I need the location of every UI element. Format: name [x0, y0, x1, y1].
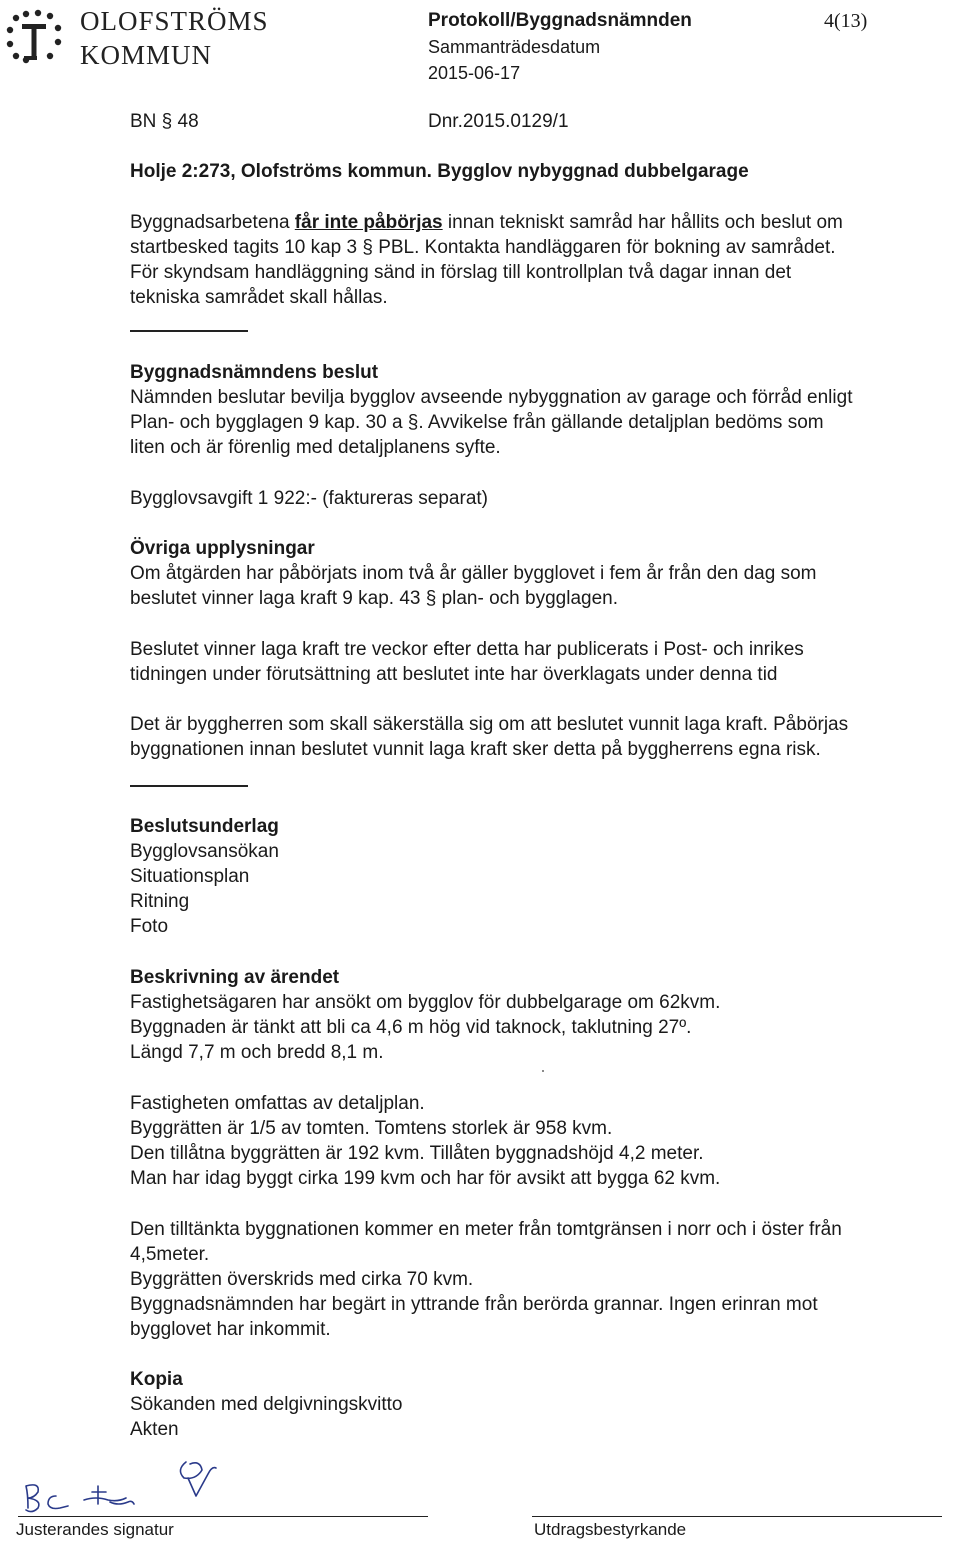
description-line: Längd 7,7 m och bredd 8,1 m. [130, 1042, 384, 1063]
basis-item: Bygglovsansökan [130, 841, 279, 862]
case-number: Dnr.2015.0129/1 [428, 111, 569, 132]
logo-text-line2: KOMMUN [80, 40, 213, 70]
handwritten-initials [18, 1456, 238, 1520]
description-block-a [130, 990, 950, 1065]
case-paragraph: BN § 48 [130, 111, 199, 132]
description-line: bygglovet har inkommit. [130, 1319, 331, 1340]
footer-line-right [532, 1516, 942, 1517]
meeting-date: 2015-06-17 [428, 63, 521, 83]
intro-line2: startbesked tagits 10 kap 3 § PBL. Kontakta handläggaren för bokning av samrådet. [130, 237, 836, 258]
basis-item: Ritning [130, 891, 190, 912]
page-number: 4(13) [824, 10, 868, 32]
other-info-p3 [130, 712, 955, 762]
decision-line3: liten och är förenlig med detaljplanens syfte. [130, 437, 501, 458]
scan-speck [542, 1070, 544, 1072]
description-line: Byggrätten överskrids med cirka 70 kvm. [130, 1269, 474, 1290]
description-line: Den tilltänkta byggnationen kommer en meter från tomtgränsen i norr och i öster från [130, 1219, 842, 1240]
municipality-logo-icon [4, 8, 68, 66]
fee-text: Bygglovsavgift 1 922:- (faktureras separat) [130, 488, 489, 509]
other-info-p3-line2: byggnationen innan beslutet vunnit laga kraft sker detta på byggherrens egna risk. [130, 739, 821, 760]
description-line: Byggnaden är tänkt att bli ca 4,6 m hög vid taknock, taklutning 27º. [130, 1017, 692, 1038]
intro-emphasis: får inte påbörjas [294, 212, 443, 233]
case-title: Holje 2:273, Olofströms kommun. Bygglov nybyggnad dubbelgarage [130, 161, 749, 182]
footer-line-left [18, 1516, 428, 1517]
description-line: Fastighetsägaren har ansökt om bygglov för dubbelgarage om 62kvm. [130, 992, 721, 1013]
description-block-b [130, 1091, 950, 1191]
other-info-heading: Övriga upplysningar [130, 538, 315, 559]
other-info-p1-line1: Om åtgärden har påbörjats inom två år gäller bygglovet i fem år från den dag som [130, 563, 817, 584]
other-info-p2 [130, 637, 950, 687]
intro-line4: tekniska samrådet skall hållas. [130, 287, 388, 308]
intro-line1 [130, 210, 950, 235]
decision-text [130, 385, 958, 460]
copy-item: Akten [130, 1419, 179, 1440]
description-line: Man har idag byggt cirka 199 kvm och har för avsikt att bygga 62 kvm. [130, 1168, 721, 1189]
description-block-c [130, 1217, 955, 1342]
other-info-p1 [130, 561, 950, 611]
other-info-p1-line2: beslutet vinner laga kraft 9 kap. 43 § plan- och bygglagen. [130, 588, 618, 609]
signature-label: Justerandes signatur [16, 1520, 174, 1539]
logo-text-line1: OLOFSTRÖMS [80, 6, 269, 36]
copy-heading: Kopia [130, 1369, 183, 1390]
copy-list [130, 1392, 403, 1442]
separator-rule [130, 330, 248, 332]
description-line: Byggnadsnämnden har begärt in yttrande från berörda grannar. Ingen erinran mot [130, 1294, 818, 1315]
certification-label: Utdragsbestyrkande [534, 1520, 687, 1539]
decision-line1: Nämnden beslutar bevilja bygglov avseende nybyggnation av garage och förråd enligt [130, 387, 853, 408]
basis-list [130, 839, 279, 939]
copy-item: Sökanden med delgivningskvitto [130, 1394, 403, 1415]
intro-line1-start: Byggnadsarbetena [130, 212, 295, 233]
basis-item: Foto [130, 916, 169, 937]
meeting-date-label: Sammanträdesdatum [428, 37, 601, 57]
decision-heading: Byggnadsnämndens beslut [130, 362, 379, 383]
other-info-p2-line1: Beslutet vinner laga kraft tre veckor efter detta har publicerats i Post- och inrikes [130, 639, 804, 660]
decision-line2: Plan- och bygglagen 9 kap. 30 a §. Avvikelse från gällande detaljplan bedöms som [130, 412, 824, 433]
intro-line3: För skyndsam handläggning sänd in förslag till kontrollplan två dagar innan det [130, 262, 792, 283]
basis-item: Situationsplan [130, 866, 250, 887]
description-heading: Beskrivning av ärendet [130, 967, 340, 988]
other-info-p2-line2: tidningen under förutsättning att beslutet inte har överklagats under denna tid [130, 664, 778, 685]
intro-line1-end: innan tekniskt samråd har hållits och beslut om [442, 212, 843, 233]
basis-heading: Beslutsunderlag [130, 816, 279, 837]
description-line: Den tillåtna byggrätten är 192 kvm. Tillåten byggnadshöjd 4,2 meter. [130, 1143, 704, 1164]
description-line: Byggrätten är 1/5 av tomten. Tomtens storlek är 958 kvm. [130, 1118, 613, 1139]
description-line: 4,5meter. [130, 1244, 210, 1265]
other-info-p3-line1: Det är byggherren som skall säkerställa sig om att beslutet vunnit laga kraft. Påbörjas [130, 714, 849, 735]
separator-rule [130, 785, 248, 787]
description-line: Fastigheten omfattas av detaljplan. [130, 1093, 425, 1114]
intro-text [130, 210, 950, 310]
document-title: Protokoll/Byggnadsnämnden [428, 10, 692, 31]
